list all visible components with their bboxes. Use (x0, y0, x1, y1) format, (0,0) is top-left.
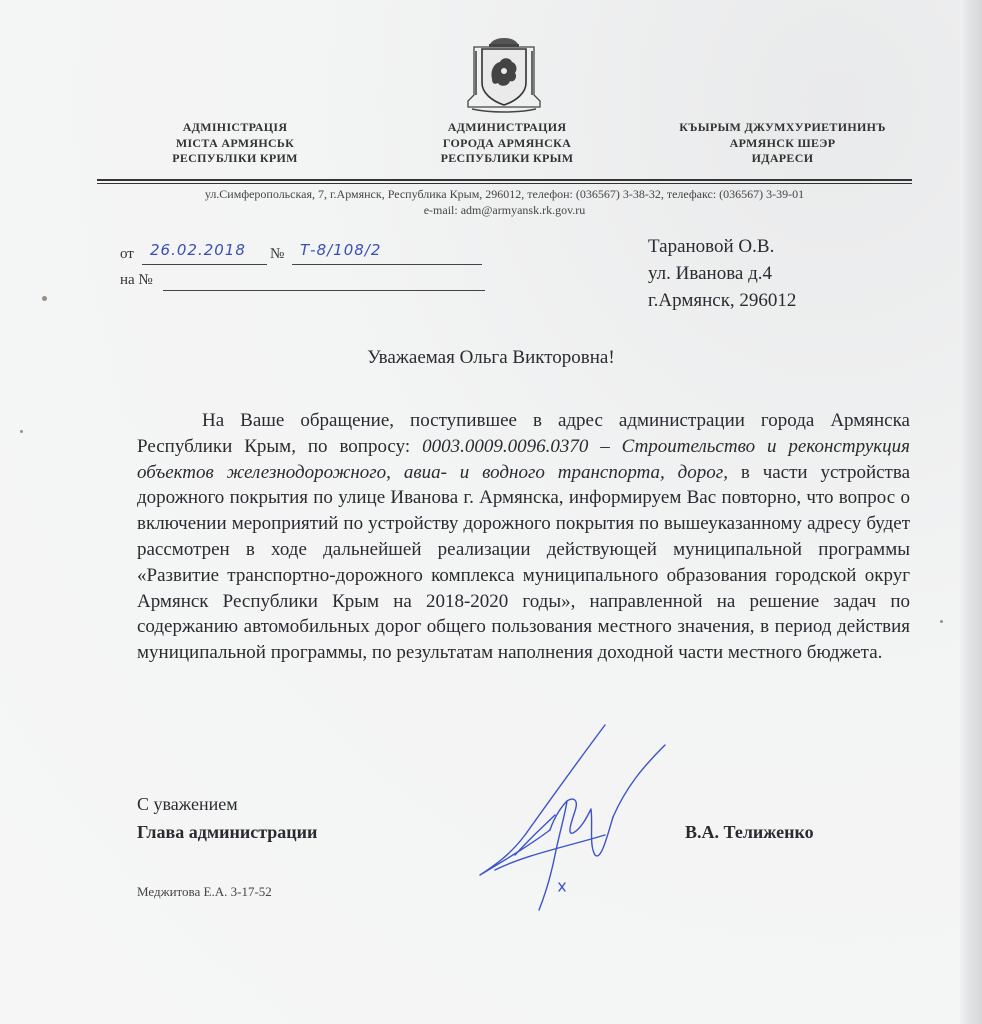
paper-speck (20, 430, 23, 433)
header-rule-thick (97, 179, 912, 181)
greeting: Уважаемая Ольга Викторовна! (367, 347, 615, 368)
header-ct-line-2: АРМЯНСК ШЕЭР (729, 135, 836, 150)
header-russian (412, 120, 602, 167)
from-label: от (120, 246, 134, 262)
body-intro: На Ваше обращение, поступившее в адрес администрации города Армянска Республики Крым, по вопросу: (137, 410, 910, 457)
handwritten-date: 26.02.2018 (150, 241, 246, 259)
number-sign: № (270, 246, 285, 262)
header-ua-line-2: МІСТА АРМЯНСЬК (175, 135, 295, 150)
signatory-name: В.А. Телиженко (685, 822, 814, 842)
coat-of-arms-emblem-icon (460, 35, 548, 115)
header-ukrainian (150, 120, 320, 167)
paper-fold-shadow (960, 0, 982, 1024)
reply-underline (163, 290, 485, 291)
closing-regards: С уважением (137, 794, 238, 814)
contact-email: e-mail: adm@armyansk.rk.gov.ru (423, 203, 586, 217)
header-ct-line-1: КЪЫРЫМ ДЖУМХУРИЕТИНИНЪ (679, 120, 886, 134)
header-ru-line-1: АДМИНИСТРАЦИЯ (447, 120, 567, 134)
paper-speck (940, 620, 943, 623)
body-paragraph (137, 408, 910, 666)
number-underline (292, 264, 482, 265)
recipient-block (648, 233, 796, 314)
header-ua-line-1: АДМІНІСТРАЦІЯ (182, 120, 288, 134)
header-ct-line-3: ИДАРЕСИ (751, 151, 814, 165)
executor-info: Меджитова Е.А. 3-17-52 (137, 884, 272, 899)
paper-speck (42, 296, 47, 301)
header-rule-thin (97, 183, 912, 184)
contact-block (97, 186, 912, 218)
body-topic: 0003.0009.0096.0370 – Строительство и реконструкция объектов железнодорожного, авиа- и водного транспорта, дорог, (137, 435, 910, 483)
letter-body (137, 408, 910, 666)
header-crimean-tatar (650, 120, 915, 167)
header-ru-line-3: РЕСПУБЛИКИ КРЫМ (440, 151, 574, 165)
contact-address: ул.Симферопольская, 7, г.Армянск, Республика Крым, 296012, телефон: (036567) 3-38-32, телефакс: (036567) 3-39-01 (204, 187, 805, 201)
handwritten-signature-icon (455, 705, 695, 925)
header-ru-line-2: ГОРОДА АРМЯНСКА (442, 135, 572, 150)
recipient-city: г.Армянск, 296012 (648, 290, 797, 311)
signatory-position: Глава администрации (137, 822, 318, 842)
handwritten-number: Т-8/108/2 (300, 241, 382, 259)
recipient-name: Тарановой О.В. (648, 236, 775, 257)
recipient-street: ул. Иванова д.4 (648, 263, 773, 284)
date-underline (142, 264, 267, 265)
body-main: в части устройства дорожного покрытия по улице Иванова г. Армянска, информируем Вас повторно, что вопрос о включении мероприятий по устройству дорожного покрытия по вышеуказанному адресу будет рассмотрен в ходе дальнейшей реализации действующей муниципальной программы «Развитие транспортно-дорожного комплекса муниципального образования городской округ Армянск Республики Крым на 2018-2020 годы», направленной на решение задач по содержанию автомобильных дорог общего пользования местного значения, в период действия муниципальной программы, по результатам наполнения доходной части местного бюджета. (137, 461, 911, 664)
reply-label: на № (120, 272, 153, 288)
header-ua-line-3: РЕСПУБЛІКИ КРИМ (172, 151, 298, 165)
